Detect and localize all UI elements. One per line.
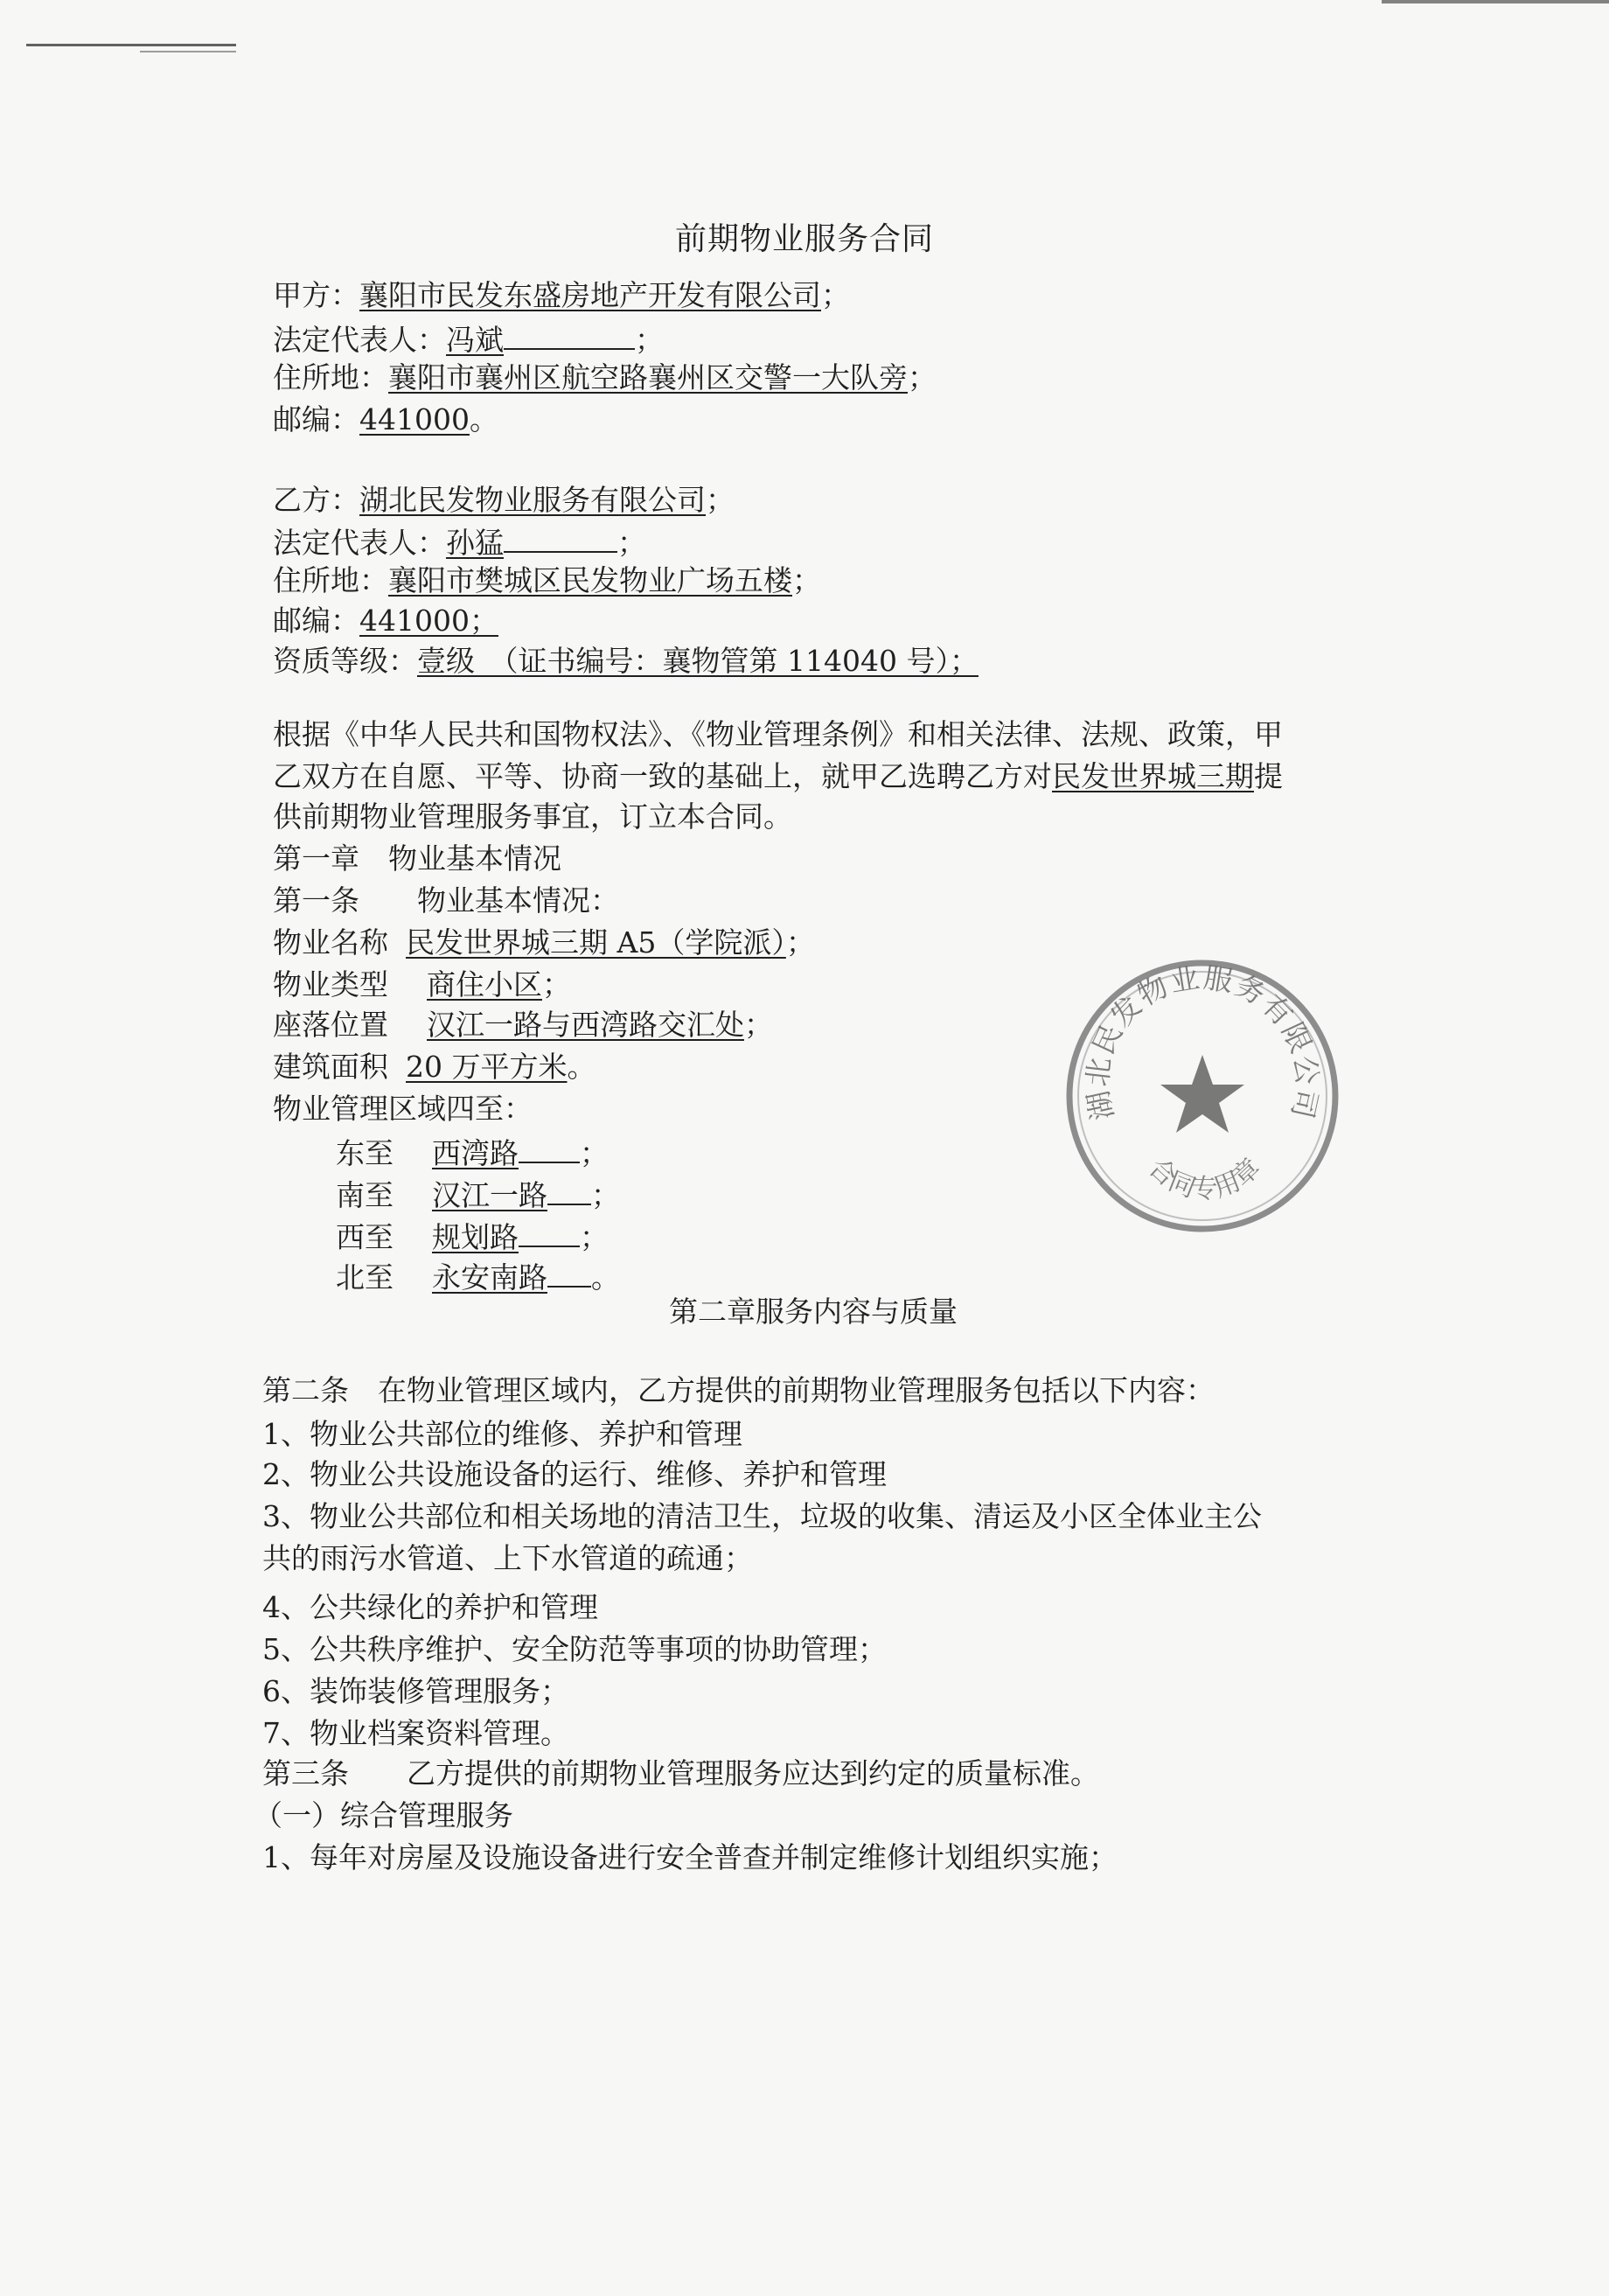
bound-north: 永安南路 — [432, 1260, 547, 1295]
intro-text: 乙双方在自愿、平等、协商一致的基础上，就甲乙选聘乙方对 — [273, 759, 1052, 793]
intro-line-2 — [273, 757, 1283, 796]
party-a-line — [273, 276, 850, 315]
bound-label: 西至 — [336, 1220, 394, 1254]
article-1-heading: 第一条 物业基本情况： — [273, 883, 619, 918]
location: 汉江一路与西湾路交汇处 — [427, 1008, 744, 1042]
party-a-zip-label: 邮编： — [273, 402, 359, 436]
service-item: 4、公共绿化的养护和管理 — [262, 1590, 598, 1624]
blank-line — [547, 1256, 591, 1288]
party-a-label: 甲方： — [273, 278, 359, 312]
service-item: 7、物业档案资料管理。 — [262, 1716, 569, 1750]
service-item: 2、物业公共设施设备的运行、维修、养护和管理 — [262, 1457, 887, 1491]
location-line — [273, 1006, 773, 1044]
service-item: 3、物业公共部位和相关场地的清洁卫生，垃圾的收集、清运及小区全体业主公 — [262, 1499, 1262, 1533]
party-a-rep: 冯斌 — [446, 323, 504, 357]
property-type: 商住小区 — [427, 967, 542, 1001]
section-item: 1、每年对房屋及设施设备进行安全普查并制定维修计划组织实施； — [262, 1840, 1118, 1874]
service-item-continued: 共的雨污水管道、上下水管道的疏通； — [262, 1541, 753, 1575]
chapter-1-heading: 第一章 物业基本情况 — [273, 841, 561, 876]
scan-artifact — [140, 51, 236, 52]
party-b-qual: 壹级 （证书编号：襄物管第 114040 号）； — [417, 644, 979, 678]
punct: ； — [580, 1136, 609, 1170]
party-a-zip-line — [273, 401, 498, 439]
bounds-heading: 物业管理区域四至： — [273, 1092, 533, 1126]
article-3-heading: 第三条 乙方提供的前期物业管理服务应达到约定的质量标准。 — [262, 1756, 1099, 1790]
bound-label: 东至 — [336, 1136, 394, 1170]
svg-text:湖北民发物业服务有限公司: 湖北民发物业服务有限公司 — [1079, 960, 1326, 1124]
bound-south-line — [336, 1174, 620, 1215]
blank-line — [504, 318, 635, 350]
party-b-zip-label: 邮编： — [273, 604, 359, 638]
company-seal-icon — [1058, 952, 1347, 1240]
party-b-line — [273, 481, 735, 520]
scan-artifact — [1382, 0, 1609, 3]
intro-text: 提 — [1254, 759, 1283, 793]
punct: 。 — [567, 1050, 596, 1084]
party-a-addr-label: 住所地： — [273, 360, 388, 394]
party-b-label: 乙方： — [273, 483, 359, 517]
party-b-addr: 襄阳市樊城区民发物业广场五楼 — [388, 563, 792, 597]
service-item: 5、公共秩序维护、安全防范等事项的协助管理； — [262, 1632, 887, 1666]
party-a-name: 襄阳市民发东盛房地产开发有限公司 — [359, 278, 821, 312]
blank-line — [519, 1216, 580, 1247]
punct: ； — [785, 925, 815, 960]
party-a-addr-line — [273, 359, 937, 397]
party-a-rep-line — [273, 318, 664, 359]
party-b-rep-label: 法定代表人： — [273, 526, 446, 560]
bound-south: 汉江一路 — [432, 1178, 547, 1212]
bound-west: 规划路 — [432, 1220, 519, 1254]
bound-label: 南至 — [336, 1178, 394, 1212]
punct: 。 — [469, 402, 498, 436]
punct: ； — [744, 1008, 773, 1042]
punct: ； — [908, 360, 937, 394]
punct: ； — [635, 323, 664, 357]
bound-west-line — [336, 1216, 609, 1257]
punct: ； — [792, 563, 821, 597]
property-name: 民发世界城三期 A5（学院派） — [406, 925, 786, 960]
bound-east: 西湾路 — [432, 1136, 519, 1170]
intro-line-1: 根据《中华人民共和国物权法》、《物业管理条例》和相关法律、法规、政策，甲 — [273, 717, 1283, 751]
party-b-name: 湖北民发物业服务有限公司 — [359, 483, 706, 517]
party-b-rep: 孙猛 — [446, 526, 504, 560]
intro-line-3: 供前期物业管理服务事宜，订立本合同。 — [273, 799, 792, 834]
chapter-2-heading: 第二章服务内容与质量 — [669, 1295, 958, 1329]
location-label: 座落位置 — [273, 1008, 388, 1042]
party-b-addr-line — [273, 562, 821, 600]
punct: 。 — [591, 1260, 620, 1295]
punct: ； — [542, 967, 571, 1001]
svg-text:合同专用章: 合同专用章 — [1142, 1152, 1267, 1205]
property-name-line — [273, 924, 815, 962]
punct: ； — [821, 278, 850, 312]
party-b-qual-line — [273, 642, 979, 680]
punct: ； — [591, 1178, 620, 1212]
punct: ； — [617, 526, 646, 560]
party-a-zip: 441000 — [359, 402, 470, 436]
punct: ； — [580, 1220, 609, 1254]
area: 20 万平方米 — [406, 1050, 568, 1084]
property-type-line — [273, 966, 571, 1004]
party-b-rep-line — [273, 521, 646, 562]
punct: ； — [706, 483, 735, 517]
property-name-label: 物业名称 — [273, 925, 388, 960]
document-title: 前期物业服务合同 — [674, 221, 934, 257]
blank-line — [504, 521, 617, 553]
party-b-addr-label: 住所地： — [273, 563, 388, 597]
section-heading: （一）综合管理服务 — [254, 1798, 513, 1832]
area-label: 建筑面积 — [273, 1050, 388, 1084]
party-b-qual-label: 资质等级： — [273, 644, 417, 678]
bound-east-line — [336, 1132, 609, 1173]
blank-line — [547, 1174, 591, 1205]
property-type-label: 物业类型 — [273, 967, 388, 1001]
party-a-rep-label: 法定代表人： — [273, 323, 446, 357]
party-a-addr: 襄阳市襄州区航空路襄州区交警一大队旁 — [388, 360, 908, 394]
party-b-zip-line — [273, 602, 498, 640]
project-name: 民发世界城三期 — [1052, 759, 1254, 793]
bound-north-line — [336, 1256, 620, 1297]
party-b-zip: 441000； — [359, 604, 498, 638]
article-2-heading: 第二条 在物业管理区域内，乙方提供的前期物业管理服务包括以下内容： — [262, 1373, 1215, 1407]
scan-artifact — [26, 44, 236, 46]
service-item: 1、物业公共部位的维修、养护和管理 — [262, 1417, 742, 1451]
blank-line — [519, 1132, 580, 1163]
service-item: 6、装饰装修管理服务； — [262, 1674, 569, 1708]
bound-label: 北至 — [336, 1260, 394, 1295]
area-line — [273, 1048, 596, 1086]
